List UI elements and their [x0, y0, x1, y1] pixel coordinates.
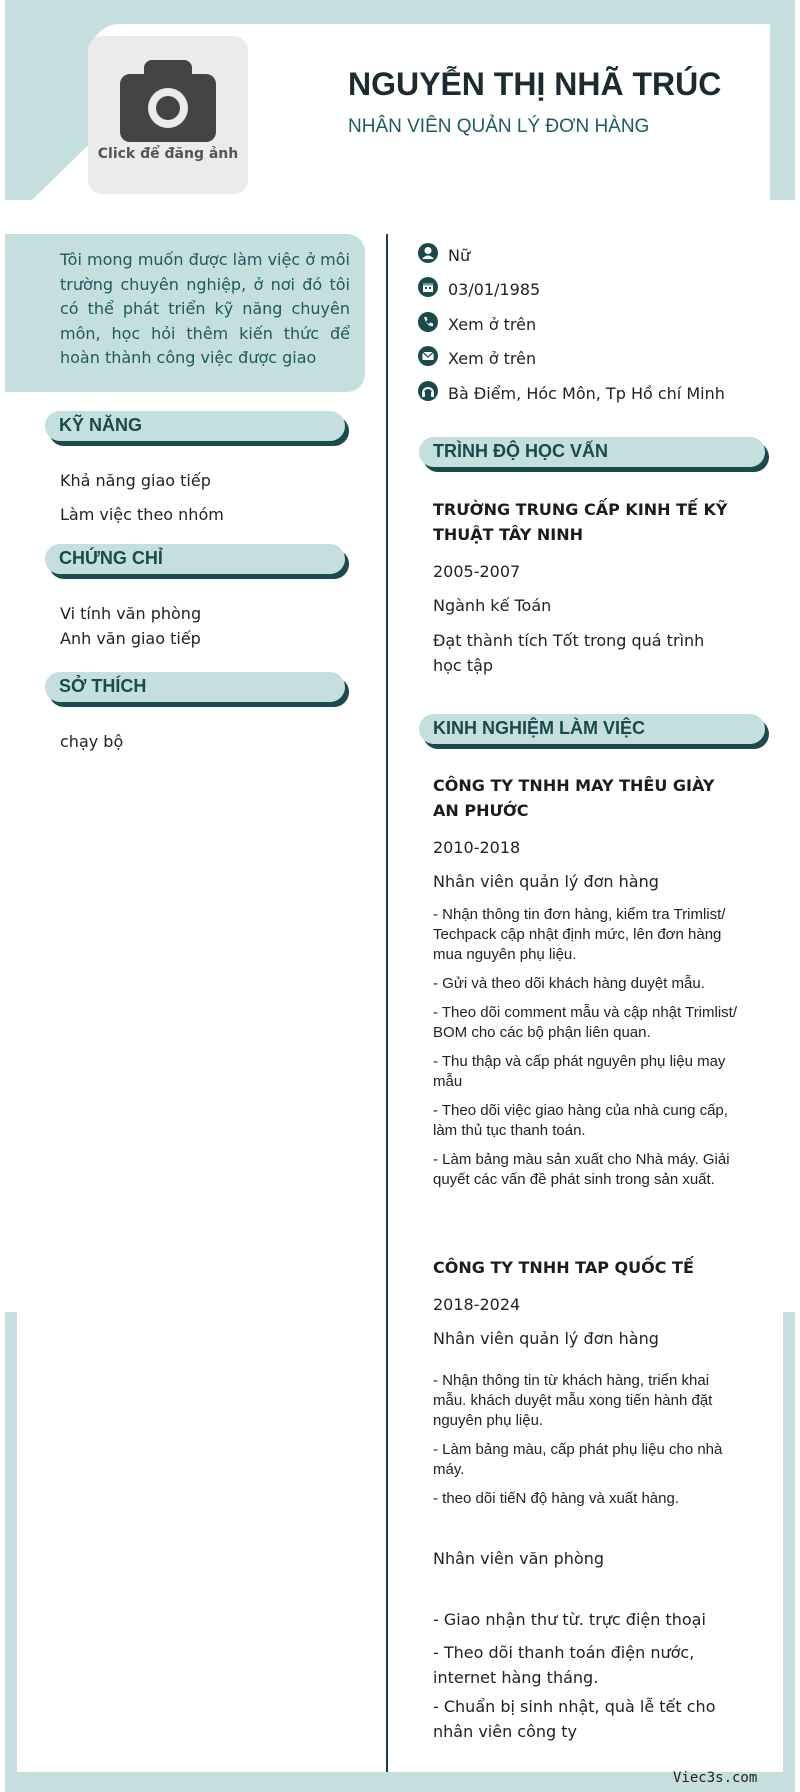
calendar-icon: [418, 277, 438, 297]
education-major: Ngành kế Toán: [433, 596, 552, 615]
skills-title: KỸ NĂNG: [59, 415, 143, 435]
page-border-left: [5, 1312, 17, 1792]
email-icon: [418, 346, 438, 366]
job-duty: - Theo dõi thanh toán điện nước, internet hàng tháng.: [433, 1643, 695, 1687]
education-period: 2005-2007: [433, 562, 521, 581]
experience-header: [419, 714, 765, 744]
skills-header: [45, 411, 345, 441]
job-duty: - Chuẩn bị sinh nhật, quà lễ tết cho nhân viên công ty: [433, 1697, 716, 1741]
user-icon: [418, 243, 438, 263]
education-header: [419, 437, 765, 467]
job-duty: - Nhận thông tin đơn hàng, kiểm tra Trimlist/ Techpack cập nhật định mức, lên đơn hàng mua nguyên phụ liệu.: [433, 906, 726, 963]
photo-upload[interactable]: [88, 36, 248, 194]
school-name: TRƯỜNG TRUNG CẤP KINH TẾ KỸ THUẬT TÂY NINH: [433, 500, 728, 544]
location-icon: [418, 381, 438, 401]
contact-phone: Xem ở trên: [448, 315, 537, 334]
job-role: Nhân viên văn phòng: [433, 1549, 605, 1568]
job-role: Nhân viên quản lý đơn hàng: [433, 1329, 659, 1348]
certificates-title: CHỨNG CHỈ: [59, 548, 163, 568]
certificate-item: Anh văn giao tiếp: [60, 629, 201, 648]
job-duty: - Nhận thông tin từ khách hàng, triển khai mẫu. khách duyệt mẫu xong tiến hành đặt nguyên phụ liệu.: [433, 1372, 713, 1429]
candidate-position: NHÂN VIÊN QUẢN LÝ ĐƠN HÀNG: [348, 116, 650, 137]
contact-gender: Nữ: [448, 246, 471, 265]
company-name: CÔNG TY TNHH MAY THÊU GIÀY AN PHƯỚC: [433, 776, 715, 820]
job-period: 2010-2018: [433, 838, 521, 857]
job-duty: - Thu thập và cấp phát nguyên phụ liệu may mẫu: [433, 1053, 726, 1090]
job-duty: - Theo dõi comment mẫu và cập nhật Trimlist/ BOM cho các bộ phận liên quan.: [433, 1004, 738, 1041]
column-divider: [386, 234, 388, 1772]
photo-upload-label: Click để đăng ảnh: [97, 146, 239, 162]
company-name: CÔNG TY TNHH TAP QUỐC TẾ: [433, 1258, 694, 1277]
certificates-header: [45, 544, 345, 574]
objective-text: Tôi mong muốn được làm việc ở môi trường chuyên nghiệp, ở nơi đó tôi có thể phát triển kỹ năng chuyên môn, học hỏi thêm kiến thức để hoàn thành công việc được giao: [60, 250, 350, 367]
hobby-item: chạy bộ: [60, 732, 124, 751]
camera-icon: [120, 60, 216, 144]
job-duty: - Làm bảng màu sản xuất cho Nhà máy. Giải quyết các vấn đề phát sinh trong sản xuất.: [433, 1151, 730, 1188]
career-objective: [5, 234, 365, 392]
job-period: 2018-2024: [433, 1295, 521, 1314]
phone-icon: [418, 312, 438, 332]
job-duty: - Làm bảng màu, cấp phát phụ liệu cho nhà máy.: [433, 1441, 723, 1478]
skill-item: Làm việc theo nhóm: [60, 505, 224, 524]
hobbies-title: SỞ THÍCH: [59, 676, 147, 696]
candidate-name: NGUYỄN THỊ NHÃ TRÚC: [348, 66, 722, 102]
certificate-item: Vi tính văn phòng: [60, 604, 202, 623]
page-border-right: [783, 1312, 795, 1792]
skill-item: Khả năng giao tiếp: [60, 471, 211, 490]
job-role: Nhân viên quản lý đơn hàng: [433, 872, 659, 891]
watermark: Viec3s.com: [673, 1770, 758, 1786]
job-duty: - theo dõi tiếN độ hàng và xuất hàng.: [433, 1490, 680, 1507]
education-achievement: Đạt thành tích Tốt trong quá trình học tập: [433, 631, 705, 675]
job-duty: - Gửi và theo dõi khách hàng duyệt mẫu.: [433, 975, 705, 992]
job-duty: - Theo dõi việc giao hàng của nhà cung cấp, làm thủ tục thanh toán.: [433, 1102, 728, 1139]
contact-email: Xem ở trên: [448, 349, 537, 368]
job-duty: - Giao nhận thư từ. trực điện thoại: [433, 1610, 706, 1629]
education-title: TRÌNH ĐỘ HỌC VẤN: [433, 441, 608, 461]
hobbies-header: [45, 672, 345, 702]
experience-title: KINH NGHIỆM LÀM VIỆC: [433, 718, 646, 738]
contact-address: Bà Điểm, Hóc Môn, Tp Hồ chí Minh: [448, 384, 725, 403]
contact-birthday: 03/01/1985: [448, 280, 541, 299]
